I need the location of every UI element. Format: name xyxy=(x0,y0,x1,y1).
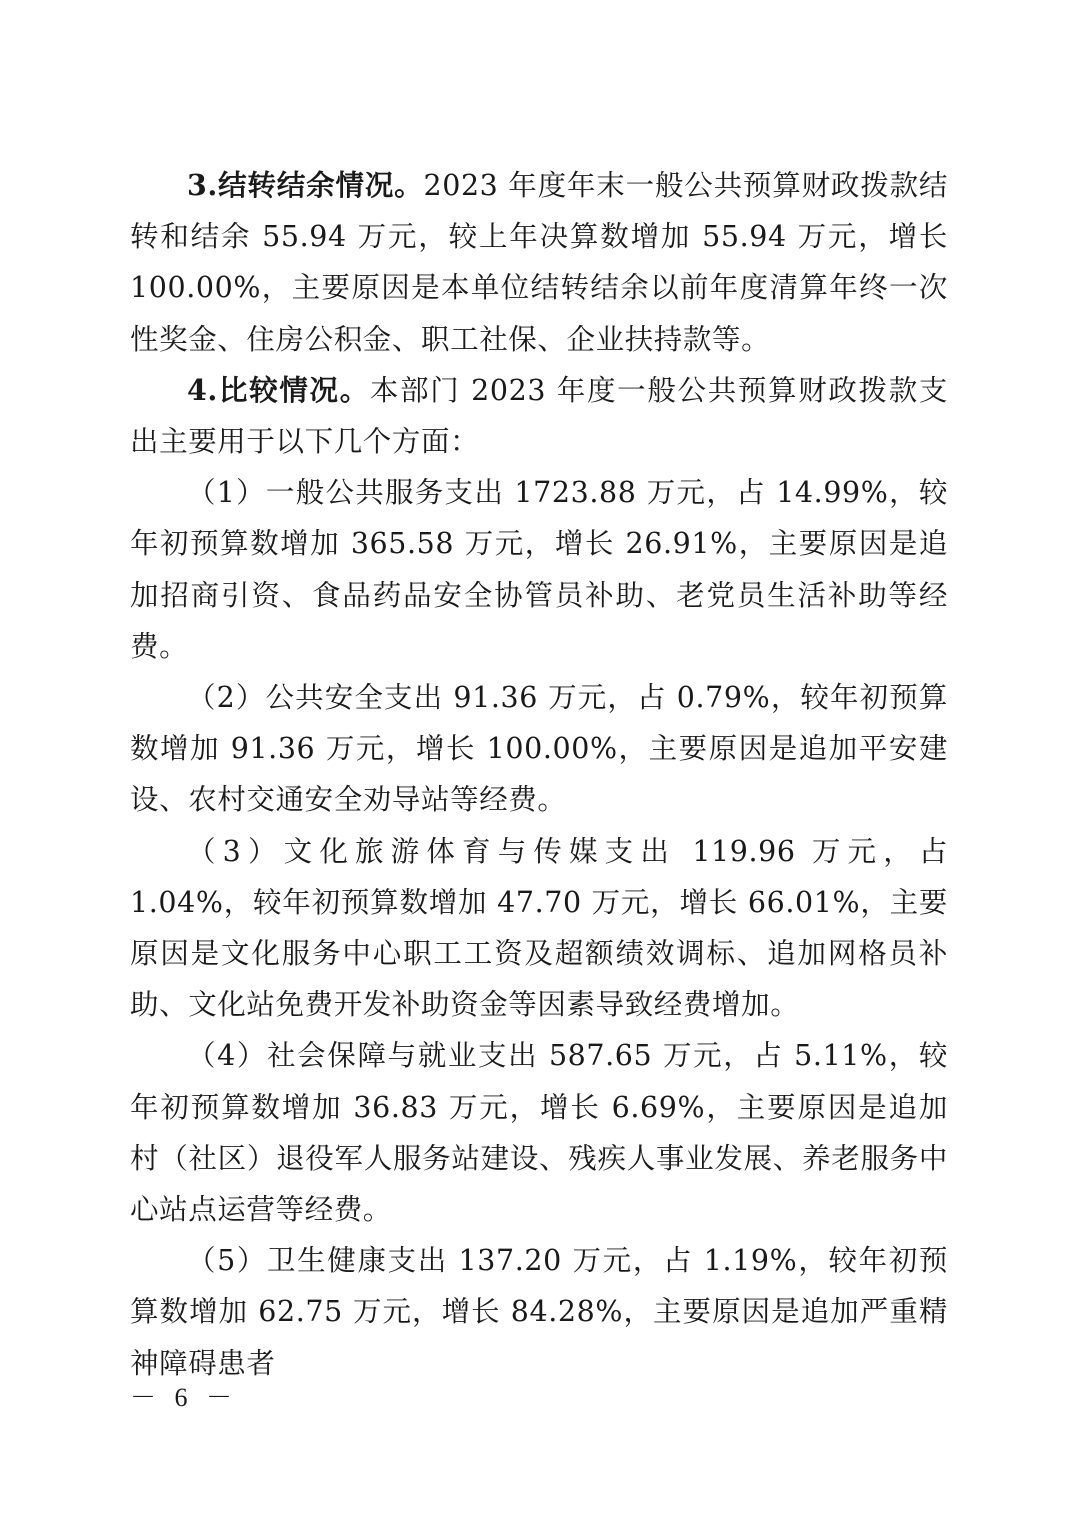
paragraph-public-safety xyxy=(130,672,948,826)
paragraph-carryover-balance xyxy=(130,160,948,365)
paragraph-text: （2）公共安全支出 91.36 万元，占 0.79%，较年初预算数增加 91.36 万元，增长 100.00%，主要原因是追加平安建设、农村交通安全劝导站等经费。 xyxy=(130,681,948,817)
paragraph-health xyxy=(130,1235,948,1389)
document-body xyxy=(130,160,948,1389)
paragraph-text: （4）社会保障与就业支出 587.65 万元，占 5.11%，较年初预算数增加 36.83 万元，增长 6.69%，主要原因是追加村（社区）退役军人服务站建设、残疾人事业发展、养老服务中心站点运营等经费。 xyxy=(130,1039,948,1227)
paragraph-lead: 3.结转结余情况。 xyxy=(187,168,424,202)
paragraph-lead: 4.比较情况。 xyxy=(187,372,370,407)
paragraph-culture-tourism xyxy=(130,826,948,1031)
paragraph-social-security xyxy=(130,1030,948,1235)
paragraph-text: （5）卫生健康支出 137.20 万元，占 1.19%，较年初预算数增加 62.75 万元，增长 84.28%，主要原因是追加严重精神障碍患者 xyxy=(130,1244,948,1380)
paragraph-comparison xyxy=(130,365,948,467)
page-number: － 6 － xyxy=(130,1383,239,1412)
paragraph-text: 本部门 2023 年度一般公共预算财政拨款支出主要用于以下几个方面： xyxy=(130,373,949,459)
paragraph-text: （1）一般公共服务支出 1723.88 万元，占 14.99%，较年初预算数增加 365.58 万元，增长 26.91%，主要原因是追加招商引资、食品药品安全协管员补助、老党员生活补助等经费。 xyxy=(130,476,948,663)
paragraph-text: （3）文化旅游体育与传媒支出 119.96 万元，占 1.04%，较年初预算数增加 47.70 万元，增长 66.01%，主要原因是文化服务中心职工工资及超额绩效调标、追加网格员补助、文化站免费开发补助资金等因素导致经费增加。 xyxy=(130,834,948,1022)
paragraph-text: 2023 年度年末一般公共预算财政拨款结转和结余 55.94 万元，较上年决算数增加 55.94 万元，增长 100.00%，主要原因是本单位结转结余以前年度清算年终一次性奖金、住房公积金、职工社保、企业扶持款等。 xyxy=(130,169,948,356)
paragraph-general-public-services xyxy=(130,467,948,672)
